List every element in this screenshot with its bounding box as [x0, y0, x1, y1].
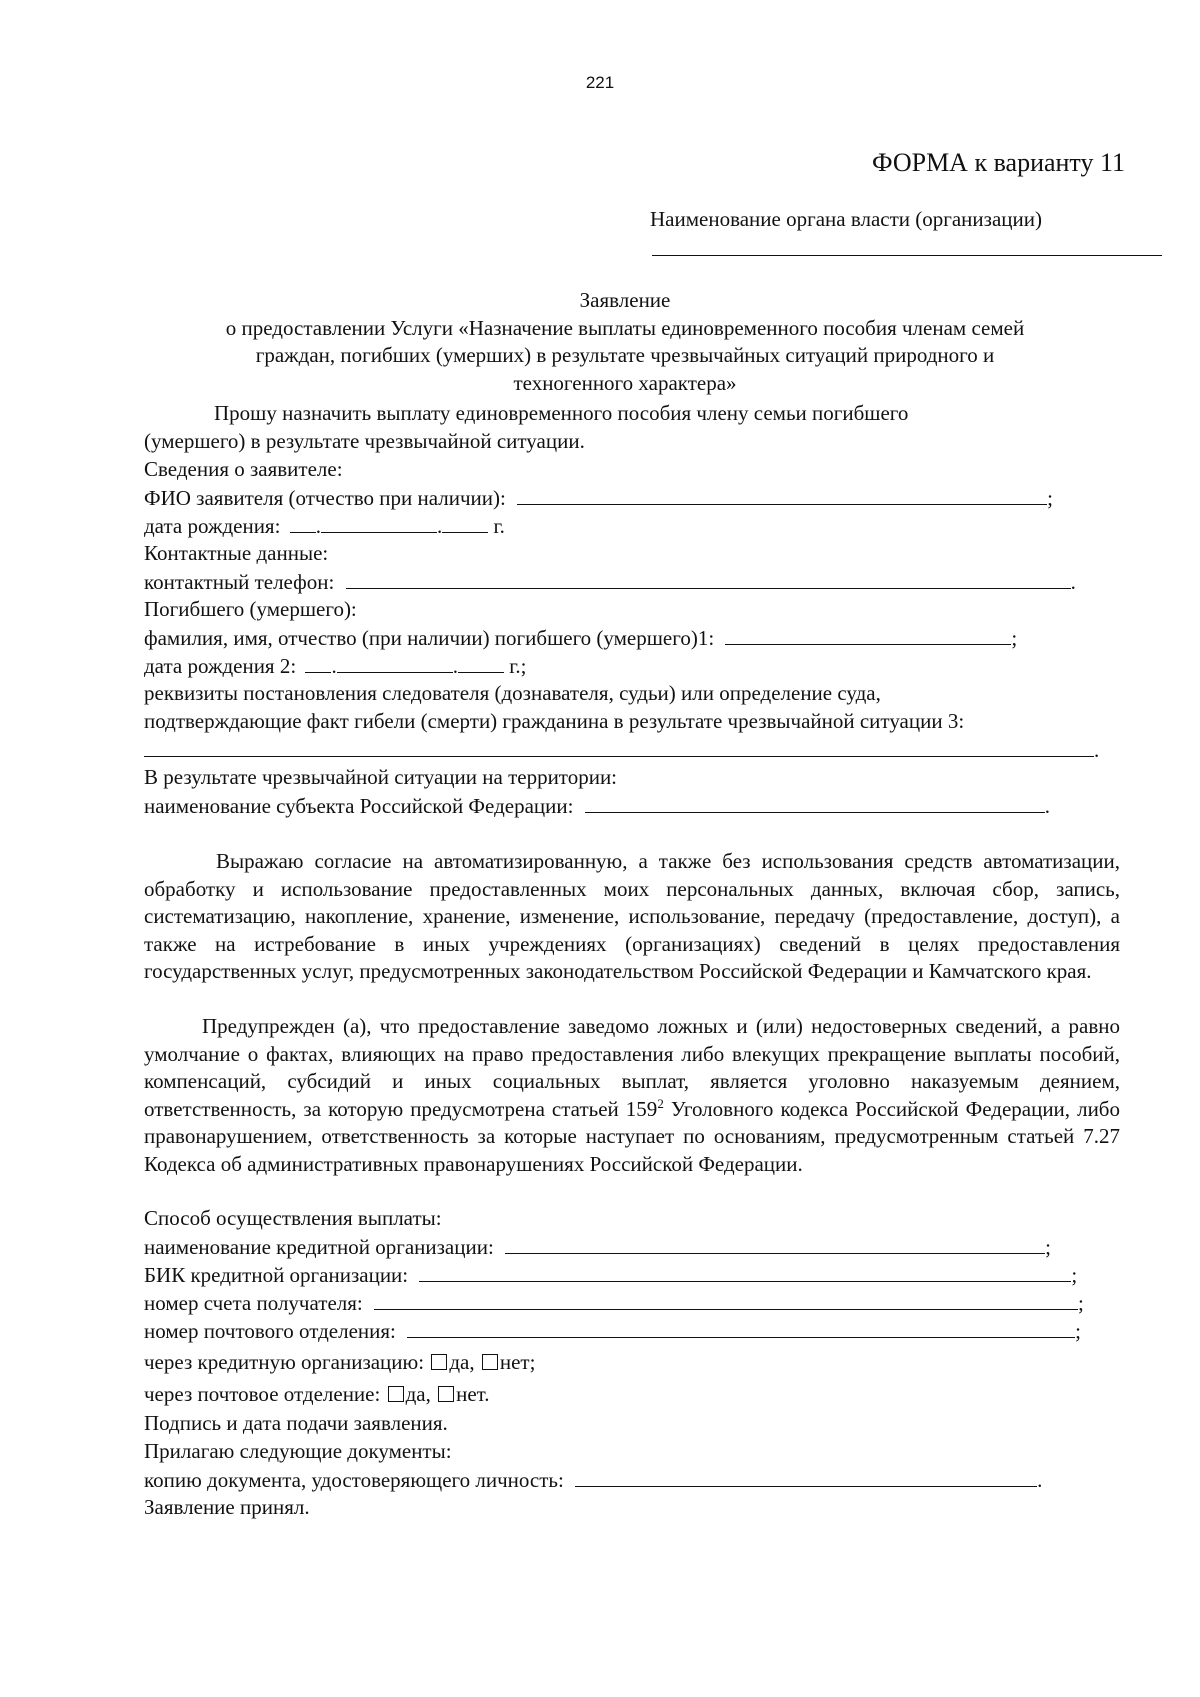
- deceased-birth-row: дата рождения 2: . . г.;: [144, 654, 527, 678]
- deceased-fio-field[interactable]: [725, 625, 1011, 645]
- heading-line-3: граждан, погибших (умерших) в результате чрезвычайных ситуаций природного и: [255, 343, 995, 367]
- applicant-fio-row: ФИО заявителя (отчество при наличии): ;: [144, 486, 1053, 510]
- bik-row: БИК кредитной организации: ;: [144, 1263, 1078, 1287]
- bank-name-label: наименование кредитной организации:: [144, 1235, 494, 1259]
- applicant-birth-row: дата рождения: . . г.: [144, 514, 505, 538]
- decree-line-2: подтверждающие факт гибели (смерти) гражданина в результате чрезвычайной ситуации 3:: [144, 709, 965, 733]
- applicant-birth-day-field[interactable]: [290, 513, 316, 533]
- via-bank-no-checkbox[interactable]: [482, 1354, 498, 1370]
- deceased-fio-row: фамилия, имя, отчество (при наличии) погибшего (умершего)1: ;: [144, 626, 1018, 650]
- applicant-birth-year-field[interactable]: [442, 513, 488, 533]
- via-bank-label: через кредитную организацию:: [144, 1350, 425, 1374]
- request-line-1: Прошу назначить выплату единовременного пособия члену семьи погибшего: [214, 401, 909, 425]
- decree-row: .: [144, 737, 1099, 763]
- consent-text: Выражаю согласие на автоматизированную, а также без использования средств автоматизации, обработку и использование предоставленных моих персональных данных, включая сбор, запись, систематизацию, накопление, хранение, изменение, использование, передачу (предоставление, доступ), а также на истребование в иных учреждениях (организациях) сведений в целях предоставления государственных услуг, предусмотренных законодательством Российской Федерации и Камчатского края.: [144, 849, 1120, 983]
- org-label: Наименование органа власти (организации): [650, 207, 1042, 231]
- decree-line-1: реквизиты постановления следователя (дознавателя, судьи) или определение суда,: [144, 681, 881, 705]
- deceased-year-suffix: г.;: [509, 654, 527, 678]
- post-office-label: номер почтового отделения:: [144, 1319, 396, 1343]
- warning-paragraph: [144, 1013, 1120, 1178]
- applicant-birth-label: дата рождения:: [144, 514, 281, 538]
- warning-sup: 2: [657, 1095, 664, 1111]
- territory-subject-label: наименование субъекта Российской Федерации:: [144, 794, 574, 818]
- id-copy-row: копию документа, удостоверяющего личность: .: [144, 1468, 1043, 1492]
- payment-heading: Способ осуществления выплаты:: [144, 1206, 442, 1230]
- account-row: номер счета получателя: ;: [144, 1291, 1084, 1315]
- via-post-yes-checkbox[interactable]: [388, 1386, 404, 1402]
- id-copy-field[interactable]: [575, 1467, 1037, 1487]
- phone-field[interactable]: [346, 569, 1071, 589]
- document-heading: [140, 287, 1110, 397]
- account-label: номер счета получателя:: [144, 1291, 363, 1315]
- heading-line-2: о предоставлении Услуги «Назначение выплаты единовременного пособия членам семей: [225, 315, 1025, 340]
- post-office-row: номер почтового отделения: ;: [144, 1319, 1081, 1343]
- page-number: 221: [585, 73, 615, 92]
- warning-text-after: Уголовного кодекса Российской Федерации, либо правонарушением, ответственность за которые наступает по основаниям, предусмотренным статьей 7.27 Кодекса об административных правонарушениях Российской Федерации.: [144, 1096, 1120, 1176]
- via-bank-yes-label: да,: [449, 1350, 475, 1374]
- via-post-yes-label: да,: [405, 1382, 431, 1406]
- via-bank-row: [144, 1350, 535, 1375]
- deceased-heading: Погибшего (умершего):: [144, 597, 357, 621]
- bank-name-field[interactable]: [505, 1234, 1045, 1254]
- via-bank-yes-checkbox[interactable]: [431, 1354, 447, 1370]
- territory-line-1: В результате чрезвычайной ситуации на территории:: [144, 765, 618, 789]
- via-post-no-label: нет.: [456, 1382, 490, 1406]
- bank-name-row: наименование кредитной организации: ;: [144, 1235, 1051, 1259]
- post-office-field[interactable]: [407, 1318, 1075, 1338]
- deceased-birth-year-field[interactable]: [458, 653, 504, 673]
- id-copy-label: копию документа, удостоверяющего личность:: [144, 1468, 564, 1492]
- deceased-fio-label: фамилия, имя, отчество (при наличии) погибшего (умершего)1:: [144, 626, 715, 650]
- applicant-year-suffix: г.: [493, 514, 505, 538]
- bik-label: БИК кредитной организации:: [144, 1263, 409, 1287]
- applicant-heading: Сведения о заявителе:: [144, 457, 343, 481]
- warning-text: [144, 1013, 1120, 1178]
- consent-paragraph: [144, 848, 1120, 986]
- applicant-fio-label: ФИО заявителя (отчество при наличии):: [144, 486, 506, 510]
- heading-line-1: Заявление: [579, 288, 671, 312]
- heading-line-4: техногенного характера»: [513, 370, 737, 395]
- deceased-birth-month-field[interactable]: [337, 653, 453, 673]
- accepted-line: Заявление принял.: [144, 1495, 310, 1519]
- deceased-birth-label: дата рождения 2:: [144, 654, 297, 678]
- org-name-line[interactable]: [652, 255, 1162, 256]
- via-bank-no-label: нет;: [499, 1350, 536, 1374]
- applicant-fio-field[interactable]: [517, 485, 1047, 505]
- bik-field[interactable]: [419, 1262, 1071, 1282]
- attach-heading: Прилагаю следующие документы:: [144, 1439, 452, 1463]
- signature-line: Подпись и дата подачи заявления.: [144, 1411, 448, 1435]
- via-post-no-checkbox[interactable]: [438, 1386, 454, 1402]
- contacts-heading: Контактные данные:: [144, 541, 329, 565]
- applicant-birth-month-field[interactable]: [321, 513, 437, 533]
- via-post-row: [144, 1382, 490, 1407]
- deceased-birth-day-field[interactable]: [305, 653, 331, 673]
- decree-field[interactable]: [144, 737, 1094, 757]
- via-post-label: через почтовое отделение:: [144, 1382, 381, 1406]
- phone-row: контактный телефон: .: [144, 570, 1076, 594]
- form-title: ФОРМА к варианту 11: [871, 148, 1125, 177]
- account-field[interactable]: [374, 1290, 1078, 1310]
- warning-text-before: Предупрежден (а), что предоставление заведомо ложных и (или) недостоверных сведений, а равно умолчание о фактах, влияющих на право предоставления либо влекущих прекращение выплаты пособий, компенсаций, субсидий и иных социальных выплат, является уголовно наказуемым деянием, ответственность, за которую предусмотрена статьей 159: [144, 1014, 1120, 1121]
- territory-subject-field[interactable]: [585, 793, 1045, 813]
- territory-subject-row: наименование субъекта Российской Федерации: .: [144, 794, 1050, 818]
- phone-label: контактный телефон:: [144, 570, 335, 594]
- request-line-2: (умершего) в результате чрезвычайной ситуации.: [144, 429, 585, 453]
